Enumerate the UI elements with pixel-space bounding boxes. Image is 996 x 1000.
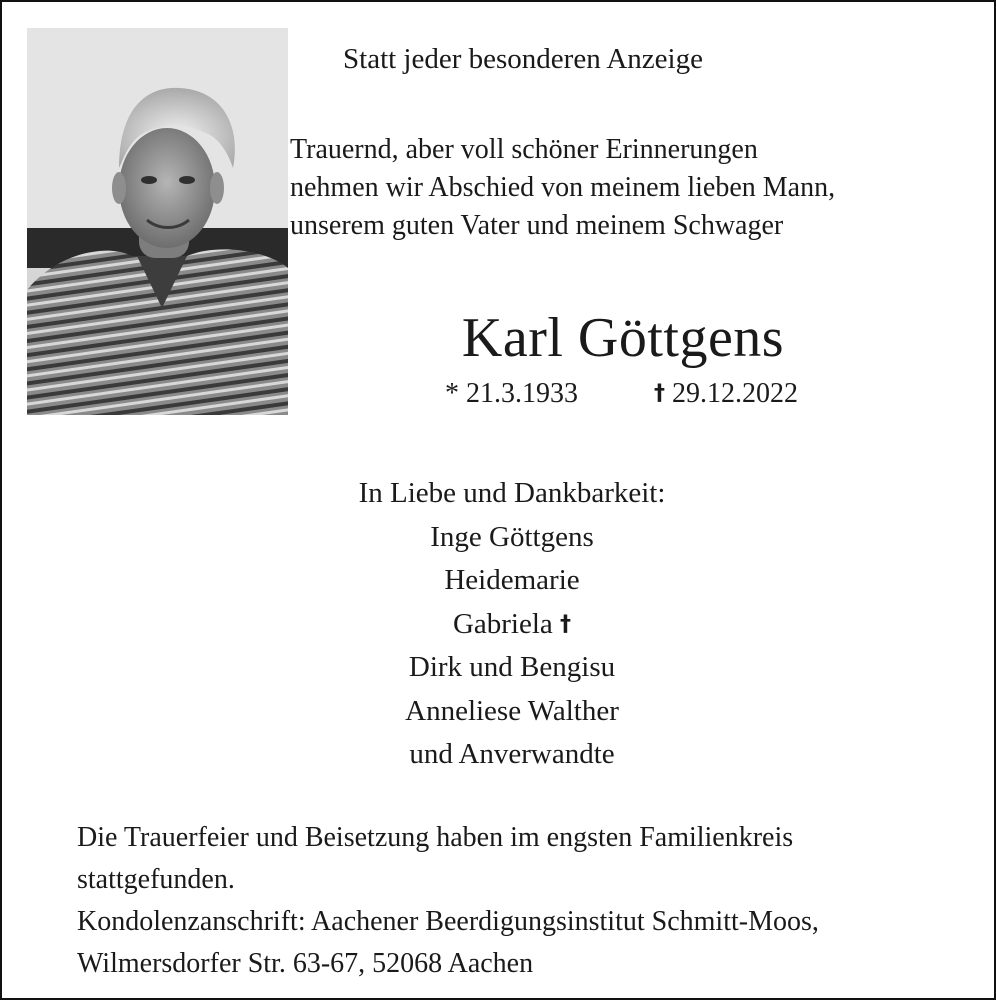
deceased-name: Karl Göttgens xyxy=(461,307,785,369)
intro-line: unserem guten Vater und meinem Schwager xyxy=(290,210,784,241)
funeral-info xyxy=(77,817,957,985)
intro-line: nehmen wir Abschied von meinem lieben Mann, xyxy=(290,172,836,203)
funeral-info-line: Die Trauerfeier und Beisetzung haben im engsten Familienkreis xyxy=(77,822,794,853)
birth-date: * 21.3.1933 xyxy=(445,378,578,409)
funeral-info-line: stattgefunden. xyxy=(77,864,235,895)
mourner-name xyxy=(262,603,762,647)
cross-icon: † xyxy=(654,381,665,406)
death-date-value: 29.12.2022 xyxy=(672,378,798,409)
headline: Statt jeder besonderen Anzeige xyxy=(343,43,703,75)
cross-icon: † xyxy=(560,611,572,637)
mourner-name: und Anverwandte xyxy=(409,738,615,770)
mourner-name: Anneliese Walther xyxy=(405,694,619,727)
death-date xyxy=(654,376,798,412)
condolence-address-line: Kondolenzanschrift: Aachener Beerdigungsinstitut Schmitt-Moos, xyxy=(77,906,819,937)
portrait-photo xyxy=(27,28,288,415)
intro-text xyxy=(290,131,836,245)
mourner-name-text: Gabriela xyxy=(452,607,553,640)
mourner-name: Dirk und Bengisu xyxy=(408,651,616,683)
mourners-list xyxy=(262,472,762,777)
mourner-name: Heidemarie xyxy=(444,564,580,596)
mourner-name: Inge Göttgens xyxy=(430,520,594,553)
intro-line: Trauernd, aber voll schöner Erinnerungen xyxy=(290,134,758,165)
condolence-address-line: Wilmersdorfer Str. 63-67, 52068 Aachen xyxy=(77,948,534,979)
mourners-heading: In Liebe und Dankbarkeit: xyxy=(358,477,666,509)
